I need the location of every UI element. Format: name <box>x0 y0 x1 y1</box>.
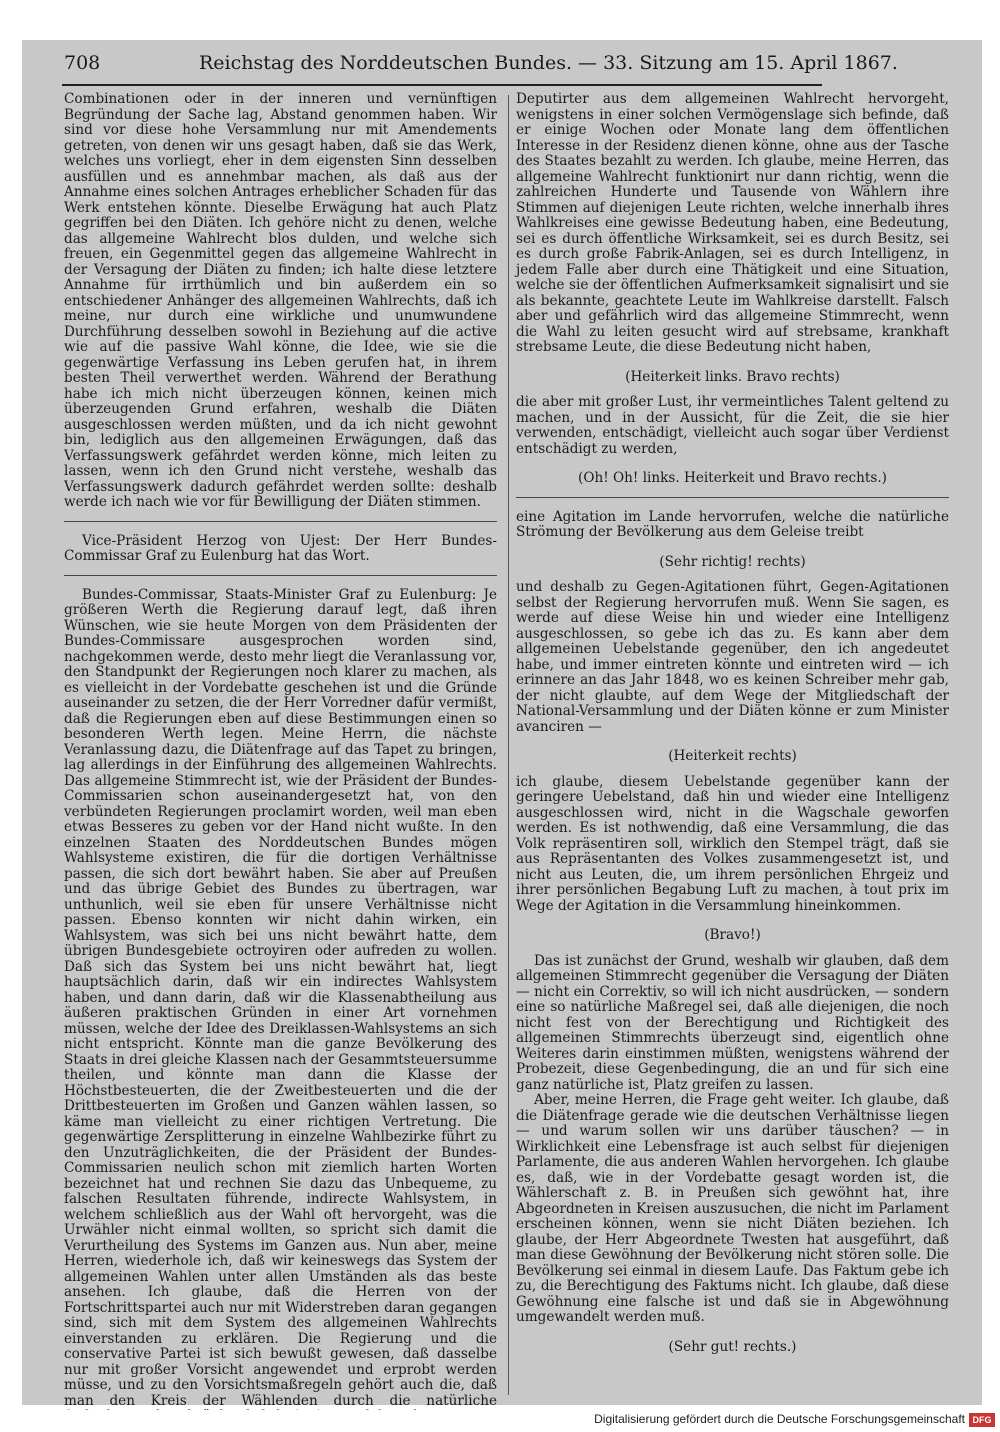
page-header <box>64 48 898 78</box>
scanned-page <box>22 40 982 1409</box>
column-divider <box>508 95 509 1395</box>
divider <box>64 575 497 576</box>
running-title: Reichstag des Norddeutschen Bundes. — 33. Sitzung am 15. April 1867. <box>199 52 898 74</box>
paragraph: Combinationen oder in der inneren und vernünftigen Begründung der Sache lag, Abstand genommen haben. Wir sind vor diese hohe Versammlung nur mit Amendements getreten, von denen wir uns gesagt haben, daß sie das Werk, welches uns vorliegt, eher in dem eigensten Sinn desselben ausfüllen und es annehmbar machen, als daß aus der Annahme eines solchen Antrages erheblicher Schaden für das Werk entstehen könnte. Dieselbe Erwägung hat auch Platz gegriffen bei den Diäten. Ich gehöre nicht zu denen, welche das allgemeine Wahlrecht blos dulden, und welche sich freuen, ein Gegenmittel gegen das allgemeine Wahlrecht in der Versagung der Diäten zu finden; ich halte diese letztere Annahme für irrthümlich und bin außerdem ein so entschiedener Anhänger des allgemeinen Wahlrechts, daß ich meine, nur durch eine wirkliche und unumwundene Durchführung desselben sowohl in Beziehung auf die active wie auf die passive Wahl könne, die Idee, wie sie die gegenwärtige Verfassung ins Leben gerufen hat, in ihrem besten Theil verwerthet werden. Während der Berathung habe ich mich nicht überzeugen können, keinen mich überzeugenden Grund erfahren, weshalb die Diäten ausgeschlossen werden müßten, und da ich nicht gewohnt bin, lediglich aus den allgemeinen Erwägungen, daß das Verfassungswerk gefährdet werden könne, mich leiten zu lassen, wenn ich den Grund nicht verstehe, weshalb das Verfassungswerk dadurch gefährdet werden sollte: deshalb werde ich nach wie vor für Bewilligung der Diäten stimmen. <box>64 91 497 510</box>
reaction-note: (Bravo!) <box>704 927 761 943</box>
paragraph: Das ist zunächst der Grund, weshalb wir glauben, daß dem allgemeinen Stimmrecht gegenüber die Versagung der Diäten — nicht ein Correktiv, so will ich nicht ausdrücken, — sondern eine so natürliche Maßregel sei, daß alle diejenigen, die noch nicht fest von der Berechtigung und Richtigkeit des allgemeinen Stimmrechts überzeugt sind, eigentlich ohne Weiteres darin einstimmen müßten, wenigstens während der Probezeit, diese Gegenbedingung, die an und für sich eine ganz natürliche ist, Platz greifen zu lassen. <box>516 952 949 1093</box>
reaction-note: (Sehr gut! rechts.) <box>668 1338 797 1355</box>
paragraph: ich glaube, diesem Uebelstande gegenüber kann der geringere Uebelstand, daß hin und wieder eine Intelligenz ausgeschlossen wird, nicht in die Wagschale geworfen werden. Es ist nothwendig, daß eine Versammlung, die das Volk repräsentiren soll, wirklich den Stempel trägt, daß sie aus Repräsentanten des Volkes zusammengesetzt ist, und nicht aus Leuten, die, um ihrem persönlichen Ehrgeiz und ihrer persönlichen Begabung Luft zu machen, à tout prix im Wege der Agitation in die Versammlung hineinkommen. <box>516 773 949 914</box>
footer-bar <box>0 1410 1000 1432</box>
paragraph: Aber, meine Herren, die Frage geht weiter. Ich glaube, daß die Diätenfrage gerade wie die deutschen Verhältnisse liegen — und warum sollen wir uns darüber täuschen? — in Wirklichkeit eine Lebensfrage ist auch selbst für diejenigen Parlamente, die aus anderen Wahlen hervorgehen. Ich glaube es, daß, wie in der Vordebatte gesagt worden ist, die Wählerschaft z. B. in Preußen sich gewöhnt hat, ihre Abgeordneten in Kreisen auszusuchen, die nicht im Parlament erscheinen können, wenn sie nicht Diäten beziehen. Ich glaube, der Herr Abgeordnete Twesten hat ausgeführt, daß man diese Gewöhnung der Bevölkerung nicht stören solle. Die Bevölkerung sei einmal in diesem Laufe. Das Faktum gebe ich zu, die Berechtigung des Faktums nicht. Ich glaube, daß diese Gewöhnung eine falsche ist und daß sie in Abgewöhnung umgewandelt werden muß. <box>516 1092 949 1325</box>
reaction-note: (Heiterkeit links. Bravo rechts) <box>625 368 840 385</box>
paragraph: Deputirter aus dem allgemeinen Wahlrecht hervorgeht, wenigstens in einer solchen Vermögenslage sich befinde, daß er einige Wochen oder Monate lang dem öffentlichen Interesse in der Residenz dienen könne, ohne aus der Tasche des Staates bezahlt zu werden. Ich glaube, meine Herren, das allgemeine Wahlrecht funktionirt nur dann richtig, wenn die zahlreichen Hunderte und Tausende von Wählern ihre Stimmen auf diejenigen Leute richten, welche innerhalb ihres Wahlkreises eine gewisse Bedeutung haben, eine Bedeutung, sei es durch öffentliche Wirksamkeit, sei es durch Besitz, sei es durch große Fabrik-Anlagen, sei es durch Intelligenz, in jedem Falle aber durch eine Thätigkeit und eine Situation, welche sie der öffentlichen Aufmerksamkeit signalisirt und sie als bekannte, geachtete Leute im Wahlkreise darstellt. Falsch aber und gefährlich wird das allgemeine Stimmrecht, wenn die Wahl zu leiten gesucht wird auf strebsame, krankhaft strebsame Leute, die diese Bedeutung nicht haben, <box>516 91 949 355</box>
paragraph: und deshalb zu Gegen-Agitationen führt, Gegen-Agitationen selbst der Regierung hervorrufen muß. Wenn Sie sagen, es werde auf diese Weise hin und wieder eine Intelligenz ausgeschlossen, so gebe ich das zu. Es kann aber dem allgemeinen Uebelstande gegenüber, den ich angedeutet habe, und immer eintreten könnte und eintreten wird — ich erinnere an das Jahr 1848, wo es keinen Schreiber mehr gab, der nicht glaubte, auf dem Wege der Mitgliedschaft der National-Versammlung und der Diäten könne er zum Minister avanciren — <box>516 579 949 735</box>
reaction-note: (Oh! Oh! links. Heiterkeit und Bravo rechts.) <box>578 470 887 486</box>
divider <box>64 521 497 522</box>
page-number: 708 <box>64 52 101 74</box>
funding-note: Digitalisierung gefördert durch die Deutsche Forschungsgemeinschaft <box>594 1412 965 1426</box>
header-rule <box>62 84 822 86</box>
paragraph: Vice-Präsident Herzog von Ujest: Der Herr Bundes-Commissar Graf zu Eulenburg hat das Wort. <box>64 532 497 564</box>
reaction-note: (Sehr richtig! rechts) <box>659 553 806 570</box>
paragraph: die aber mit großer Lust, ihr vermeintliches Talent geltend zu machen, und in der Aussicht, für die Zeit, die sie hier verwenden, entschädigt, vielleicht auch sogar über Verdienst entschädigt zu werden, <box>516 394 949 457</box>
reaction-note: (Heiterkeit rechts) <box>668 748 797 764</box>
dfg-logo: DFG <box>969 1413 995 1427</box>
paragraph: Bundes-Commissar, Staats-Minister Graf zu Eulenburg: Je größeren Werth die Regierung darauf legt, daß ihren Wünschen, wie sie heute Morgen von dem Präsidenten der Bundes-Commissare ausgesprochen worden sind, nachgekommen werde, desto mehr liegt die Veranlassung vor, den Standpunkt der Regierungen noch klarer zu machen, als es vielleicht in der Vordebatte geschehen ist und die Gründe auseinander zu setzen, die der Herr Vorredner dafür vermißt, daß die Regierungen eben auf diese Bestimmungen einen so besonderen Werth legen. Meine Herrn, die nächste Veranlassung dazu, die Diätenfrage auf das Tapet zu bringen, lag allerdings in der Einführung des allgemeinen Wahlrechts. Das allgemeine Stimmrecht ist, wie der Präsident der Bundes-Commissarien schon auseinandergesetzt hat, von den verbündeten Regierungen proclamirt worden, weil man eben etwas Besseres zu geben vor der Hand nicht wußte. In den einzelnen Staaten des Norddeutschen Bundes mögen Wahlsysteme existiren, die für die dortigen Verhältnisse passen, die sich dort bewährt haben. Sie aber auf Preußen und das übrige Gebiet des Bundes zu übertragen, war unthunlich, weil sie eben für unsere Verhältnisse nicht passen. Ebenso konnten wir nicht dahin wirken, ein Wahlsystem, was sich bei uns nicht bewährt hatte, dem übrigen Bundesgebiete octroyiren oder aufreden zu wollen. Daß sich das System bei uns nicht bewährt hat, liegt hauptsächlich darin, daß wir ein indirectes Wahlsystem haben, und dann darin, daß wir die Klassenabtheilung aus äußeren praktischen Gründen in einer Art vornehmen müssen, welche der Idee des Dreiklassen-Wahlsystems an sich nicht entspricht. Könnte man die ganze Bevölkerung des Staats in drei gleiche Klassen nach der Gesammtsteuersumme theilen, und könnte man dann die Klasse der Höchstbesteuerten, die der Zweitbesteuerten und die der Drittbesteuerten im Großen und Ganzen wählen lassen, so käme man vielleicht zu einer richtigen Vertretung. Die gegenwärtige Zersplitterung in einzelne Wahlbezirke führt zu den Unzuträglichkeiten, die der Präsident der Bundes-Commissarien neulich schon mit ziemlich harten Worten bezeichnet hat und rechnen Sie dazu das Unbequeme, zu falschen Resultaten führende, indirecte Wahlsystem, in welchem schließlich aus der Wahl oft hervorgeht, was die Urwähler nicht einmal wollten, so spricht sich damit die Verurtheilung des Systems im Ganzen aus. Nun aber, meine Herren, wiederhole ich, daß wir keineswegs das System der allgemeinen Wahlen unter allen Umständen als das beste ansehen. Ich glaube, daß die Herren von der Fortschrittspartei auch nur mit Widerstreben daran gegangen sind, sich mit dem System des allgemeinen Wahlrechts einverstanden zu erklären. Die Regierung und die conservative Partei ist sich bewußt gewesen, daß dasselbe nur mit großer Vorsicht angewendet und erprobt werden müsse, und zu den Vorsichtsmaßregeln gehört auch die, daß man den Kreis der Wählenden durch die natürliche <box>64 586 497 1409</box>
divider <box>516 497 949 498</box>
paragraph: eine Agitation im Lande hervorrufen, welche die natürliche Strömung der Bevölkerung aus dem Geleise treibt <box>516 508 949 540</box>
right-column <box>516 92 949 1365</box>
left-column <box>64 92 497 1425</box>
